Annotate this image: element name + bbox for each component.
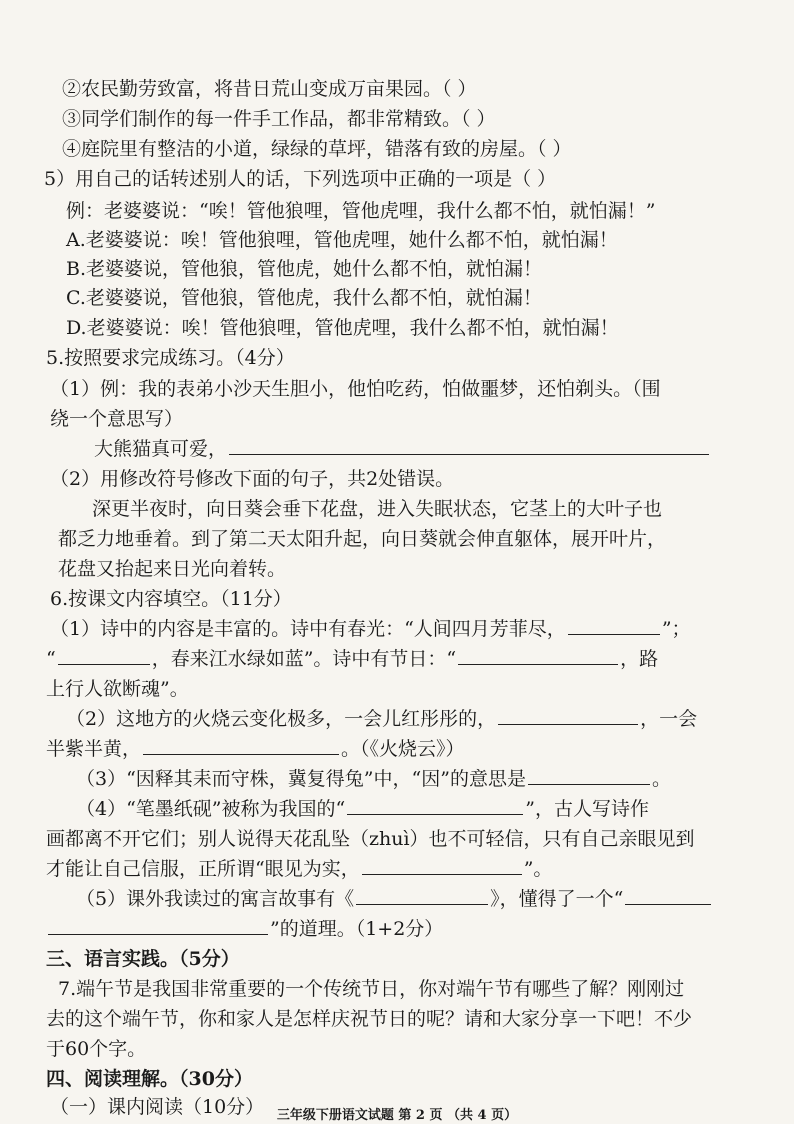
text: ”。	[523, 858, 553, 880]
text: （4）“笔墨纸砚”被称为我国的“	[76, 798, 346, 820]
text: 花盘又抬起来日光向着转。	[58, 558, 287, 580]
passage-line-3	[58, 554, 286, 584]
text: 6.按课文内容填空。（11分）	[50, 588, 292, 610]
choice-item-2	[62, 74, 477, 104]
fill-2-line-2	[46, 734, 465, 764]
text: “	[46, 648, 56, 670]
text: 大熊猫真可爱，	[94, 438, 228, 460]
answer-blank[interactable]	[143, 734, 339, 755]
text: ③同学们制作的每一件手工作品，都非常精致。（ ）	[62, 108, 496, 130]
text: 。（《火烧云》）	[341, 738, 465, 760]
text: （2）这地方的火烧云变化极多，一会儿红彤彤的，	[66, 708, 497, 730]
example-sentence	[66, 196, 655, 226]
text: ，一会	[640, 708, 698, 730]
text: C.老婆婆说，管他狼，管他虎，我什么都不怕，就怕漏！	[66, 287, 542, 309]
text: 去的这个端午节，你和家人是怎样庆祝节日的呢？请和大家分享一下吧！不少	[46, 1008, 693, 1030]
text: ”的道理。（1+2分）	[270, 918, 444, 940]
text: （5）课外我读过的寓言故事有《	[76, 888, 355, 910]
text: 5.按照要求完成练习。（4分）	[46, 347, 295, 369]
passage-line-1	[92, 494, 662, 524]
text: D.老婆婆说：唉！管他狼哩，管他虎哩，我什么都不怕，就怕漏！	[66, 317, 619, 339]
answer-blank[interactable]	[362, 854, 522, 875]
exercise-2	[50, 464, 454, 494]
text: 才能让自己信服，正所谓“眼见为实，	[46, 858, 360, 880]
fill-4-line-2	[46, 824, 695, 854]
fill-1-line-2	[46, 644, 658, 674]
page-footer: 三年级下册语文试题 第 2 页 （共 4 页）	[276, 1108, 518, 1123]
text: ，春来江水绿如蓝”。诗中有节日：“	[151, 648, 457, 670]
answer-blank[interactable]	[347, 794, 523, 815]
section-4-title	[46, 1064, 253, 1094]
text: 5）用自己的话转述别人的话，下列选项中正确的一项是（ ）	[44, 168, 557, 190]
answer-blank[interactable]	[48, 914, 268, 935]
text: A.老婆婆说：唉！管他狼哩，管他虎哩，她什么都不怕，就怕漏！	[66, 229, 618, 251]
section-3-title	[46, 944, 240, 974]
answer-blank[interactable]	[58, 644, 150, 665]
question-7-line-2	[46, 1004, 692, 1034]
fill-2-line-1	[66, 704, 697, 734]
option-d	[66, 313, 619, 343]
fill-4-line-3	[46, 854, 552, 884]
fill-1-line-1	[50, 614, 691, 644]
text: 深更半夜时，向日葵会垂下花盘，进入失眠状态，它茎上的大叶子也	[92, 498, 663, 520]
question-7-line-3	[46, 1034, 146, 1064]
text: ，路	[620, 648, 659, 670]
exercise-1-answer	[94, 434, 711, 464]
exercise-1	[50, 374, 661, 404]
text: 例：老婆婆说：“唉！管他狼哩，管他虎哩，我什么都不怕，就怕漏！”	[66, 200, 656, 222]
text: ②农民勤劳致富，将昔日荒山变成万亩果园。（ ）	[62, 78, 477, 100]
option-a	[66, 225, 618, 255]
text: 三、语言实践。（5分）	[46, 948, 240, 970]
text: 于60个字。	[46, 1038, 147, 1060]
fill-3	[76, 764, 671, 794]
exercise-1-cont	[50, 404, 183, 434]
option-c	[66, 283, 542, 313]
text: ④庭院里有整洁的小道，绿绿的草坪，错落有致的房屋。（ ）	[62, 138, 572, 160]
passage-line-2	[58, 524, 666, 554]
fill-4-line-1	[76, 794, 649, 824]
fill-5-line-1	[76, 884, 713, 914]
text: （3）“因释其耒而守株，冀复得兔”中，“因”的意思是	[76, 768, 526, 790]
section-6-title	[50, 584, 292, 614]
answer-blank[interactable]	[498, 704, 638, 725]
text: 。	[651, 768, 671, 790]
text: （1）例：我的表弟小沙天生胆小，他怕吃药，怕做噩梦，还怕剃头。（围	[50, 378, 661, 400]
answer-blank[interactable]	[568, 614, 660, 635]
answer-blank[interactable]	[458, 644, 618, 665]
section-5-title	[46, 343, 295, 373]
text: 画都离不开它们；别人说得天花乱坠（zhuì）也不可轻信，只有自己亲眼见到	[46, 828, 695, 850]
fill-5-line-2	[46, 914, 443, 944]
text: （2）用修改符号修改下面的句子，共2处错误。	[50, 468, 455, 490]
text: 半紫半黄，	[46, 738, 142, 760]
text: 四、阅读理解。（30分）	[46, 1068, 253, 1090]
question-7-line-1	[58, 974, 684, 1004]
answer-blank[interactable]	[528, 764, 650, 785]
text: （一）课内阅读（10分）	[50, 1096, 265, 1118]
text: ”；	[661, 618, 691, 640]
text: 》，懂得了一个“	[490, 888, 624, 910]
text: 7.端午节是我国非常重要的一个传统节日，你对端午节有哪些了解？刚刚过	[58, 978, 685, 1000]
question-5-5	[44, 164, 556, 194]
choice-item-4	[62, 134, 572, 164]
fill-1-line-3	[46, 674, 189, 704]
text: ”，古人写诗作	[525, 798, 649, 820]
text: （1）诗中的内容是丰富的。诗中有春光：“人间四月芳菲尽，	[50, 618, 566, 640]
answer-blank[interactable]	[356, 884, 488, 905]
text: 都乏力地垂着。到了第二天太阳升起，向日葵就会伸直躯体，展开叶片，	[58, 528, 667, 550]
choice-item-3	[62, 104, 496, 134]
text: 绕一个意思写）	[50, 408, 184, 430]
answer-blank[interactable]	[229, 434, 709, 455]
answer-blank[interactable]	[625, 884, 711, 905]
text: B.老婆婆说，管他狼，管他虎，她什么都不怕，就怕漏！	[66, 258, 543, 280]
option-b	[66, 254, 542, 284]
text: 上行人欲断魂”。	[46, 678, 189, 700]
